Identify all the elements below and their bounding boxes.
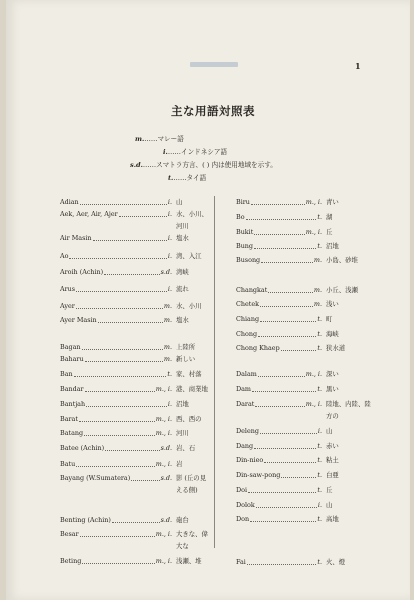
entry-language-code: i.	[167, 400, 172, 408]
entry-language-code: m., i.	[305, 198, 322, 206]
entry-term: Ban	[60, 370, 73, 378]
entry-meaning: 上陸所	[176, 343, 196, 351]
entry-meaning: 塩水	[176, 316, 189, 324]
dot-leader	[251, 196, 305, 205]
entry-term: Darat	[236, 400, 255, 408]
entry-term: Ayer Masin	[60, 316, 97, 324]
dot-leader	[84, 427, 155, 436]
entry-language-code: m., i.	[305, 400, 322, 408]
dot-leader	[112, 514, 160, 523]
entry-term: Bandar	[60, 385, 84, 393]
dot-leader	[76, 458, 155, 467]
entry-term: Barat	[60, 415, 78, 423]
entry-language-code: i.	[317, 501, 322, 509]
entry-term: Changkat	[236, 286, 268, 294]
entry-language-code: i.	[167, 234, 172, 242]
dot-leader	[86, 398, 167, 407]
entry-meaning: 狭水道	[326, 344, 346, 352]
dot-leader	[76, 283, 167, 292]
entry-language-code: m.	[313, 286, 322, 294]
entry-meaning: 町	[326, 315, 333, 323]
dot-leader	[268, 284, 313, 293]
entry-language-code: i.	[167, 198, 172, 206]
entry-term: Biru	[236, 198, 250, 206]
entry-meaning: 岩	[176, 460, 183, 468]
entry-term: Bo	[236, 213, 245, 221]
dot-leader	[98, 314, 163, 323]
entry-meaning: 河川	[176, 429, 189, 437]
entry-language-code: m.	[163, 316, 172, 324]
entry-language-code: i.	[167, 252, 172, 260]
entry-term: Aroih (Achin)	[60, 268, 104, 276]
entry-term: Chiang	[236, 315, 260, 323]
dot-leader	[105, 442, 159, 451]
entry-language-code: t.	[317, 558, 322, 566]
entry-term: Air Masin	[60, 234, 92, 242]
entry-meaning: 湾峡	[176, 268, 189, 276]
dot-leader	[258, 328, 316, 337]
entry-language-code: t.	[317, 486, 322, 494]
entry-term: Arus	[60, 285, 76, 293]
entry-term: Chetek	[236, 300, 260, 308]
abbreviation-item	[163, 146, 227, 156]
entry-term: Chong Khaep	[236, 344, 280, 352]
entry-meaning: 湖	[326, 213, 333, 221]
entry-meaning: 火、燈	[326, 558, 346, 566]
dot-leader	[79, 413, 155, 422]
entry-meaning: 砲台	[176, 516, 189, 524]
entry-term: Batu	[60, 460, 76, 468]
dot-leader	[69, 250, 166, 259]
entry-language-code: m., i.	[155, 415, 172, 423]
entry-language-code: t.	[167, 370, 172, 378]
entry-term: Fai	[236, 558, 246, 566]
entry-language-code: i.	[167, 285, 172, 293]
dot-leader	[93, 232, 167, 241]
entry-meaning: 水、小川	[176, 302, 202, 310]
dot-leader	[80, 528, 155, 537]
entry-meaning: 大きな、偉大な	[176, 530, 208, 550]
entry-meaning: 丘	[326, 228, 333, 236]
entry-language-code: m., i.	[305, 370, 322, 378]
entry-term: Din-nieo	[236, 456, 264, 464]
entry-term: Don	[236, 515, 250, 523]
dot-leader	[250, 513, 316, 522]
entry-language-code: t.	[317, 442, 322, 450]
entry-meaning: 影 (丘の見える側)	[176, 474, 207, 494]
abbreviation-item	[168, 172, 206, 182]
entry-term: Beting	[60, 557, 82, 565]
dot-leader	[248, 484, 316, 493]
dot-leader	[85, 383, 155, 392]
entry-meaning: 高地	[326, 515, 339, 523]
entry-term: Bantjah	[60, 400, 86, 408]
entry-meaning: 流れ	[176, 285, 189, 293]
entry-language-code: s.d.	[160, 516, 172, 524]
dot-leader	[256, 499, 317, 508]
entry-meaning: 赤い	[326, 442, 339, 450]
entry-meaning: 水、小川、河川	[176, 210, 208, 230]
entry-language-code: s.d.	[160, 268, 172, 276]
entry-meaning: 青い	[326, 198, 339, 206]
entry-language-code: t.	[317, 515, 322, 523]
entry-meaning: 沼地	[326, 242, 339, 250]
entry-meaning: 海峡	[326, 330, 339, 338]
entry-meaning: 小丘、浅瀬	[326, 286, 358, 294]
page-title: 主な用語対照表	[171, 104, 255, 118]
entry-language-code: s.d.	[160, 444, 172, 452]
abbreviation-code: t.	[168, 174, 174, 182]
dot-leader	[74, 368, 167, 377]
entry-term: Dang	[236, 442, 254, 450]
document-page	[6, 0, 410, 600]
dot-leader	[104, 266, 159, 275]
entry-meaning: 山	[326, 501, 333, 509]
abbreviation-code: m.	[135, 135, 145, 143]
entry-meaning: 山	[326, 427, 333, 435]
dot-leader	[252, 383, 316, 392]
entry-term: Bayang (W.Sumatera)	[60, 474, 131, 482]
abbreviation-label: ……スマトラ方言、( ) 内は使用地域を示す。	[142, 161, 277, 169]
entry-term: Chong	[236, 330, 258, 338]
dot-leader	[131, 472, 159, 481]
entry-meaning: 白亜	[326, 471, 339, 479]
abbreviation-label: ……インドネシア語	[167, 148, 228, 156]
entry-term: Bagan	[60, 343, 81, 351]
entry-term: Aek, Aer, Air, Ajer	[60, 210, 118, 218]
dot-leader	[247, 556, 317, 565]
dot-leader	[254, 440, 316, 449]
entry-language-code: t.	[317, 471, 322, 479]
dot-leader	[281, 342, 317, 351]
entry-term: Ao	[60, 252, 69, 260]
entry-language-code: i.	[317, 427, 322, 435]
dot-leader	[260, 313, 316, 322]
entry-language-code: m.	[313, 300, 322, 308]
entry-meaning: 塩水	[176, 234, 189, 242]
entry-language-code: s.d.	[160, 474, 172, 482]
dot-leader	[260, 298, 313, 307]
entry-language-code: m., i.	[155, 460, 172, 468]
entry-term: Bukit	[236, 228, 254, 236]
entry-term: Busong	[236, 256, 261, 264]
entry-term: Batee (Achin)	[60, 444, 105, 452]
entry-meaning: 家、村落	[176, 370, 202, 378]
column-divider	[214, 196, 215, 548]
entry-meaning: 浅い	[326, 300, 339, 308]
dot-leader	[254, 226, 304, 235]
entry-term: Benting (Achin)	[60, 516, 111, 524]
entry-meaning: 岩、石	[176, 444, 196, 452]
entry-language-code: m., i.	[155, 385, 172, 393]
entry-meaning: 黒い	[326, 385, 339, 393]
dot-leader	[76, 300, 163, 309]
abbreviation-code: s.d.	[130, 161, 143, 169]
entry-term: Ayer	[60, 302, 75, 310]
entry-language-code: t.	[317, 213, 322, 221]
dot-leader	[261, 254, 313, 263]
dot-leader	[281, 469, 316, 478]
entry-language-code: t.	[317, 344, 322, 352]
entry-language-code: m.	[163, 302, 172, 310]
entry-term: Baharu	[60, 355, 84, 363]
entry-meaning: 湾、入江	[176, 252, 202, 260]
abbreviation-item	[135, 133, 184, 143]
entry-term: Besar	[60, 530, 79, 538]
entry-term: Dalam	[236, 370, 257, 378]
entry-meaning: 丘	[326, 486, 333, 494]
entry-meaning: 山	[176, 198, 183, 206]
abbreviation-code: i.	[163, 148, 168, 156]
page-number: 1	[355, 61, 361, 71]
abbreviation-label: ……マレー語	[144, 135, 184, 143]
entry-language-code: t.	[317, 242, 322, 250]
entry-meaning: 小島、砂堆	[326, 256, 358, 264]
entry-meaning: 港、商業地	[176, 385, 208, 393]
entry-meaning: 浅瀬、堆	[176, 557, 202, 565]
dot-leader	[254, 240, 316, 249]
entry-language-code: t.	[317, 385, 322, 393]
header-stamp	[190, 62, 238, 67]
entry-meaning: 西、西の	[176, 415, 202, 423]
entry-meaning: 新しい	[176, 355, 196, 363]
entry-language-code: m., i.	[155, 530, 172, 538]
abbreviation-label: ……タイ語	[173, 174, 207, 182]
entry-term: Bung	[236, 242, 254, 250]
abbreviation-item	[130, 159, 277, 169]
entry-term: Dolok	[236, 501, 255, 509]
entry-meaning: 深い	[326, 370, 339, 378]
entry-meaning: 粘土	[326, 456, 339, 464]
entry-language-code: t.	[317, 315, 322, 323]
dot-leader	[258, 368, 305, 377]
entry-term: Doi	[236, 486, 248, 494]
entry-language-code: t.	[317, 456, 322, 464]
dot-leader	[260, 425, 317, 434]
dot-leader	[255, 398, 304, 407]
entry-term: Adian	[60, 198, 79, 206]
dot-leader	[82, 555, 154, 564]
entry-term: Batang	[60, 429, 84, 437]
entry-term: Deleng	[236, 427, 259, 435]
entry-language-code: m., i.	[155, 429, 172, 437]
entry-language-code: m.	[313, 256, 322, 264]
entry-language-code: m.	[163, 355, 172, 363]
entry-language-code: m., i.	[155, 557, 172, 565]
entry-language-code: m.	[163, 343, 172, 351]
dot-leader	[246, 211, 317, 220]
dot-leader	[85, 353, 163, 362]
dot-leader	[264, 454, 316, 463]
dot-leader	[119, 208, 167, 217]
entry-language-code: t.	[317, 330, 322, 338]
dot-leader	[80, 196, 167, 205]
dot-leader	[82, 341, 163, 350]
entry-meaning: 陸地、内陸、陸方の	[326, 400, 371, 420]
entry-meaning: 沼地	[176, 400, 189, 408]
entry-term: Dam	[236, 385, 251, 393]
entry-language-code: i.	[167, 210, 172, 218]
entry-language-code: m., i.	[305, 228, 322, 236]
entry-term: Din-saw-pong	[236, 471, 281, 479]
